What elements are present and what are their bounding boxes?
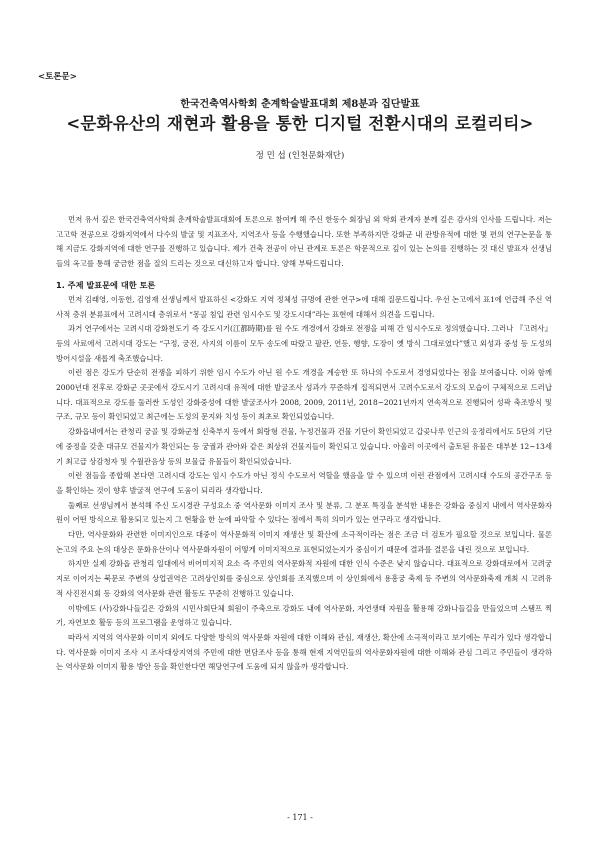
conference-line: 한국건축역사학회 춘계학술발표대회 제8분과 집단발표 [180,99,420,110]
intro-paragraph: 먼저 유서 깊은 한국건축역사학회 춘계학술발표대회에 토론으로 참여케 해 주신 한동수 회장님 외 학회 관계자 분께 깊은 감사의 인사를 드립니다. 저는 고고학 전공으로 강화지역에서 다수의 발굴 및 지표조사, 지역조사 등을 수행했습니다. 또한 부족하지만 강화군 내 관방유적에 대한 몇 편의 연구논문을 통해 지금도 강화지역에 대한 연구를 진행하고 있습니다. 제가 건축 전공이 아닌 관계로 토론은 학문적으로 깊이 있는 논의를 진행하는 것 대신 발표자 선생님들의 옥고를 통해 궁금한 점을 질의 드리는 것으로 대신하고자 합니다. 양해 부탁드립니다. [56,215,552,269]
body-paragraph: 둘째로 선생님께서 분석해 주신 도시경관 구성요소 중 역사문화 이미지 조사 및 분류, 그 분포 특징을 분석한 내용은 강화읍 중심지 내에서 역사문화자원이 어떤 방식으로 활용되고 있는지 그 현황을 한 눈에 파악할 수 있다는 점에서 특히 의미가 있는 연구라고 생각합니다. [56,500,552,525]
body-paragraph: 따라서 지역의 역사문화 이미지 외에도 다양한 방식의 역사문화 자원에 대한 이해와 관심, 재생산, 확산에 소극적이라고 보기에는 무리가 있다 생각합니다. 역사문화 이미지 조사 시 조사대상지역의 주민에 대한 면담조사 등을 통해 현재 지역민들의 역사문화자원에 대한 이해와 관심 그리고 주민들이 생각하는 역사문화 이미지 활용 방안 등을 확인한다면 해당연구에 도움에 되지 않을까 생각합니다. [56,632,552,672]
paper-body [56,213,552,675]
body-paragraph: 이런 점들을 종합해 본다면 고려시대 강도는 임시 수도가 아닌 정식 수도로서 역할을 했음을 알 수 있으며 이런 관점에서 고려시대 수도의 공간구조 등을 확인하는 것이 향후 발굴적 연구에 도움이 되리라 생각합니다. [56,471,552,495]
paper-title: <문화유산의 재현과 활용을 통한 디지털 전환시대의 로컬리티> [66,114,534,133]
body-paragraph: 이런 점은 강도가 단순히 전쟁을 피하기 위한 임시 수도가 아닌 원 수도 개경을 계승한 또 하나의 수도로서 경영되었다는 점을 보여줍니다. 이와 함께 2000년대 전후로 강화군 곳곳에서 강도시기 고려시대 유적에 대한 발굴조사 성과가 꾸준하게 집적되면서 고려수도로서 강도의 모습이 구체적으로 드러납니다. 대표적으로 강도를 둘러싼 도성인 강화중성에 대한 발굴조사가 2008, 2009, 2011년, 2018~2021년까지 연속적으로 진행되어 성곽 축조방식 및 구조, 규모 등이 확인되었고 최근에는 도성의 문지와 치성 등이 최초로 확인되었습니다. [56,368,552,422]
body-paragraph: 과거 연구에서는 고려시대 강화천도기 즉 강도시기(江都時期)를 원 수도 개경에서 강화로 전쟁을 피해 간 임시수도로 정의했습니다. 그러나 『고려사』 등의 사료에서 고려시대 강도는 “구정, 궁전, 사지의 이름이 모두 송도에 따랐고 팔관, 연등, 행향, 도장이 옛 방식 그대로였다”했고 외성과 중성 등 도성의 방어시설을 새롭게 축조했습니다. [56,324,552,363]
author-line: 정 민 섭 (인천문화재단) [255,151,345,161]
body-paragraph: 먼저 김래영, 이동헌, 김영재 선생님께서 발표하신 <강화도 지역 정체성 규명에 관한 연구>에 대해 질문드립니다. 우선 논고에서 표1에 언급해 주신 역사적 층위 분류표에서 고려시대 층위로서 “몽골 침입 관련 임시수도 및 강도시대”라는 표현에 대해서 의견을 드립니다. [56,294,552,319]
body-paragraph: 다만, 역사문화와 관련한 이미지인으로 대중이 역사문화적 이미지 재생산 및 확산에 소극적이라는 점은 조금 더 검토가 필요할 것으로 보입니다. 물론 논고의 주요 논의 대상은 문화유산이나 역사문화자원이 어떻게 이미지적으로 표현되었는지가 중심이기 때문에 결과를 결론을 내린 것으로 보입니다. [56,530,552,554]
body-paragraph: 이밖에도 (사)강화나들길은 강화의 시민사회단체 회원이 주축으로 강화도 내에 역사문화, 자연생태 자원을 활용해 강화나들길을 만들었으며 스탬프 찍기, 자연보호 활동 등의 프로그램을 운영하고 있습니다. [56,603,552,628]
doc-type-tag: <토론문> [38,72,77,82]
page-number: - 171 - [287,813,313,822]
body-paragraph: 강화읍내에서는 관청리 궁골 및 강화군청 신축부지 등에서 회랑형 건물, 누정건물과 건물 기단이 확인되었고 갑곶나루 인근의 옹정리에서도 5단의 기단에 중정을 갖춘 대규모 건물지가 확인되는 등 궁궐과 관아와 같은 최상위 건물지들이 확인되고 있습니다. 아울러 이곳에서 출토된 유물은 대부분 12~13세기 최고급 상감청자 및 수월관음상 등의 보물급 유물들이 확인되었습니다. [56,427,552,466]
body-paragraph: 하지만 실제 강화읍 관청리 일대에서 비어미지적 요소 즉 주민의 역사문화적 자원에 대한 인식 수준은 낮지 않습니다. 대표적으로 강화대로에서 고려궁지로 이어지는 북문로 주변의 상업권역은 고려상인회를 중심으로 상인회를 조직했으며 이 상인회에서 용흥궁 축제 등 주변의 역사문화축제 개최 시 고려유적 사진전시회 등 강화의 역사문화 관련 활동도 꾸준히 진행하고 있습니다. [56,559,552,598]
section-heading: 1. 주제 발표문에 대한 토론 [56,279,156,290]
